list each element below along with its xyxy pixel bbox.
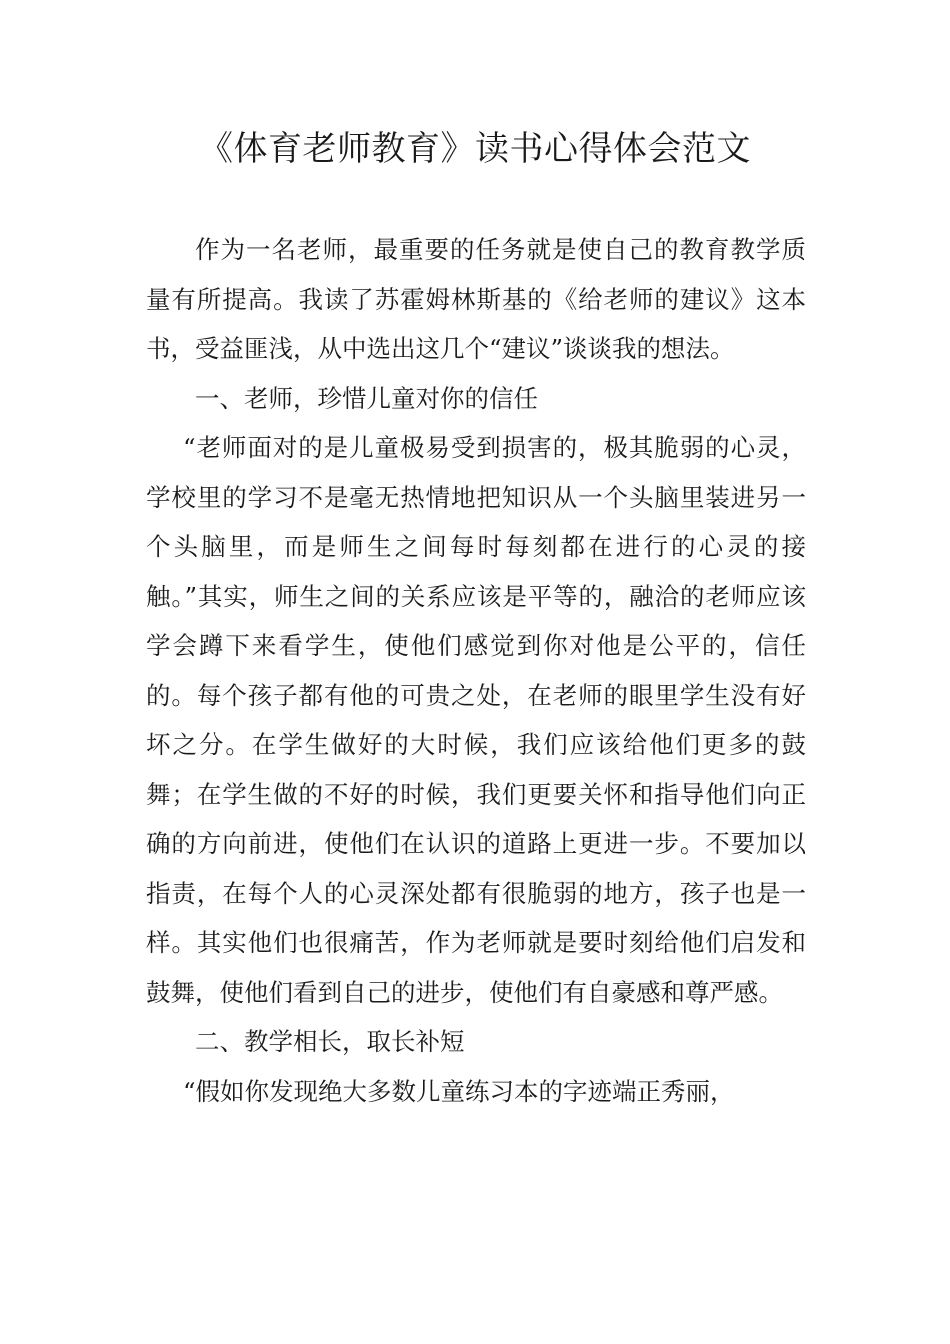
paragraph-section-2: “假如你发现绝大多数儿童练习本的字迹端正秀丽， [183, 1076, 735, 1106]
document-title: 《体育老师教育》读书心得体会范文 [199, 129, 751, 169]
section-heading-1: 一、老师，珍惜儿童对你的信任 [195, 383, 538, 413]
section-heading-2: 二、教学相长，取长补短 [195, 1027, 465, 1056]
paragraph-intro: 作为一名老师，最重要的任务就是使自己的教育教学质量有所提高。我读了苏霍姆林斯基的《给老师的建议》这本书，受益匪浅，从中选出这几个“建议”谈谈我的想法。 [146, 235, 806, 363]
document-body [146, 225, 806, 1116]
paragraph-section-1: “老师面对的是儿童极易受到损害的，极其脆弱的心灵，学校里的学习不是毫无热情地把知识从一个头脑里装进另一个头脑里，而是师生之间每时每刻都在进行的心灵的接触。”其实，师生之间的关系应该是平等的，融洽的老师应该学会蹲下来看学生，使他们感觉到你对他是公平的，信任的。每个孩子都有他的可贵之处，在老师的眼里学生没有好坏之分。在学生做好的大时候，我们应该给他们更多的鼓舞；在学生做的不好的时候，我们更要关怀和指导他们向正确的方向前进，使他们在认识的道路上更进一步。不要加以指责，在每个人的心灵深处都有很脆弱的地方，孩子也是一样。其实他们也很痛苦，作为老师就是要时刻给他们启发和鼓舞，使他们看到自己的进步，使他们有自豪感和尊严感。 [146, 433, 806, 1007]
